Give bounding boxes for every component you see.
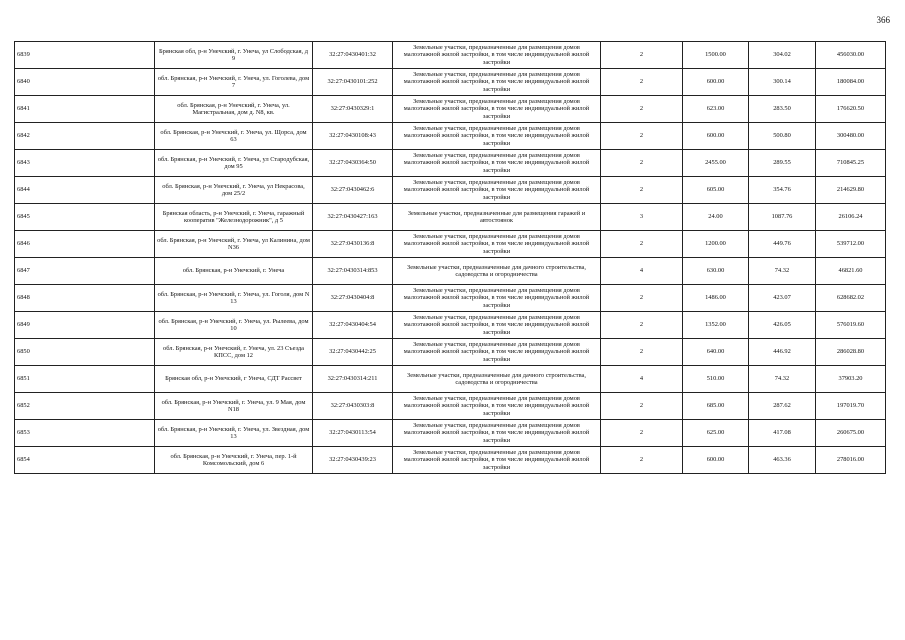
group-cell: 2 (601, 177, 683, 204)
specific-value-cell: 304.02 (749, 42, 816, 69)
specific-value-cell: 1087.76 (749, 204, 816, 231)
group-cell: 4 (601, 366, 683, 393)
cadastral-value-cell: 286028.80 (816, 339, 886, 366)
specific-value-cell: 417.08 (749, 420, 816, 447)
cadastral-number-cell: 32:27:0430427:163 (313, 204, 393, 231)
area-cell: 623.00 (683, 96, 749, 123)
specific-value-cell: 283.50 (749, 96, 816, 123)
cadastral-number-cell: 32:27:0430108:43 (313, 123, 393, 150)
land-use-cell: Земельные участки, предназначенные для размещения домов малоэтажной жилой застройки, в том числе индивидуальной жилой застройки (393, 123, 601, 150)
row-number-cell: 6848 (15, 285, 155, 312)
land-use-cell: Земельные участки, предназначенные для размещения домов малоэтажной жилой застройки, в том числе индивидуальной жилой застройки (393, 231, 601, 258)
group-cell: 2 (601, 42, 683, 69)
row-number-cell: 6841 (15, 96, 155, 123)
address-cell: обл. Брянская, р-н Унечский, г. Унеча, ул. Магистральная, дом д. N8, кв. (155, 96, 313, 123)
group-cell: 2 (601, 312, 683, 339)
cadastral-value-cell: 260675.00 (816, 420, 886, 447)
cadastral-number-cell: 32:27:0430314:853 (313, 258, 393, 285)
cadastral-value-cell: 300480.00 (816, 123, 886, 150)
cadastral-value-cell: 46821.60 (816, 258, 886, 285)
address-cell: обл. Брянская, р-н Унечский, г. Унеча, ул. 23 Съезда КПСС, дом 12 (155, 339, 313, 366)
table-row (15, 420, 886, 447)
table-row (15, 123, 886, 150)
area-cell: 640.00 (683, 339, 749, 366)
table-row (15, 447, 886, 474)
land-use-cell: Земельные участки, предназначенные для дачного строительства, садоводства и огородничества (393, 366, 601, 393)
specific-value-cell: 354.76 (749, 177, 816, 204)
specific-value-cell: 500.80 (749, 123, 816, 150)
address-cell: обл. Брянская, р-н Унечский, г. Унеча, ул. Звездная, дом 13 (155, 420, 313, 447)
table-row (15, 339, 886, 366)
specific-value-cell: 74.32 (749, 366, 816, 393)
cadastral-number-cell: 32:27:0430442:25 (313, 339, 393, 366)
land-use-cell: Земельные участки, предназначенные для размещения домов малоэтажной жилой застройки, в том числе индивидуальной жилой застройки (393, 339, 601, 366)
cadastral-value-cell: 628682.02 (816, 285, 886, 312)
row-number-cell: 6849 (15, 312, 155, 339)
table-row (15, 150, 886, 177)
cadastral-number-cell: 32:27:0430314:211 (313, 366, 393, 393)
cadastral-number-cell: 32:27:0430329:1 (313, 96, 393, 123)
cadastral-value-cell: 37903.20 (816, 366, 886, 393)
row-number-cell: 6840 (15, 69, 155, 96)
address-cell: Брянская область, р-н Унечский, г. Унеча, гаражный кооператив "Железнодорожник", д 5 (155, 204, 313, 231)
address-cell: Брянская обл, р-н Унечский, г. Унеча, ул Слободская, д 9 (155, 42, 313, 69)
cadastral-value-cell: 710845.25 (816, 150, 886, 177)
cadastral-value-cell: 539712.00 (816, 231, 886, 258)
row-number-cell: 6846 (15, 231, 155, 258)
cadastral-value-cell: 26106.24 (816, 204, 886, 231)
area-cell: 625.00 (683, 420, 749, 447)
address-cell: Брянская обл, р-н Унечский, г Унеча, СДТ Рассвет (155, 366, 313, 393)
area-cell: 1500.00 (683, 42, 749, 69)
land-use-cell: Земельные участки, предназначенные для размещения домов малоэтажной жилой застройки, в том числе индивидуальной жилой застройки (393, 96, 601, 123)
cadastral-value-cell: 197019.70 (816, 393, 886, 420)
land-registry-table (14, 41, 886, 474)
land-use-cell: Земельные участки, предназначенные для размещения домов малоэтажной жилой застройки, в том числе индивидуальной жилой застройки (393, 150, 601, 177)
specific-value-cell: 74.32 (749, 258, 816, 285)
group-cell: 2 (601, 123, 683, 150)
land-use-cell: Земельные участки, предназначенные для дачного строительства, садоводства и огородничества (393, 258, 601, 285)
land-use-cell: Земельные участки, предназначенные для размещения домов малоэтажной жилой застройки, в том числе индивидуальной жилой застройки (393, 69, 601, 96)
area-cell: 510.00 (683, 366, 749, 393)
row-number-cell: 6854 (15, 447, 155, 474)
row-number-cell: 6845 (15, 204, 155, 231)
specific-value-cell: 449.76 (749, 231, 816, 258)
land-use-cell: Земельные участки, предназначенные для размещения домов малоэтажной жилой застройки, в том числе индивидуальной жилой застройки (393, 420, 601, 447)
specific-value-cell: 423.07 (749, 285, 816, 312)
area-cell: 605.00 (683, 177, 749, 204)
area-cell: 600.00 (683, 447, 749, 474)
address-cell: обл. Брянская, р-н Унечский, г. Унеча, ул. Гоголя, дом N 13 (155, 285, 313, 312)
row-number-cell: 6843 (15, 150, 155, 177)
specific-value-cell: 287.62 (749, 393, 816, 420)
table-row (15, 69, 886, 96)
row-number-cell: 6844 (15, 177, 155, 204)
cadastral-number-cell: 32:27:0430462:6 (313, 177, 393, 204)
cadastral-number-cell: 32:27:0430113:54 (313, 420, 393, 447)
specific-value-cell: 289.55 (749, 150, 816, 177)
page-number: 366 (876, 15, 890, 25)
table-row (15, 204, 886, 231)
row-number-cell: 6850 (15, 339, 155, 366)
area-cell: 600.00 (683, 123, 749, 150)
cadastral-value-cell: 456030.00 (816, 42, 886, 69)
specific-value-cell: 463.36 (749, 447, 816, 474)
table-row (15, 258, 886, 285)
land-use-cell: Земельные участки, предназначенные для размещения гаражей и автостоянок (393, 204, 601, 231)
specific-value-cell: 446.92 (749, 339, 816, 366)
land-use-cell: Земельные участки, предназначенные для размещения домов малоэтажной жилой застройки, в том числе индивидуальной жилой застройки (393, 42, 601, 69)
group-cell: 2 (601, 69, 683, 96)
cadastral-number-cell: 32:27:0430439:23 (313, 447, 393, 474)
group-cell: 2 (601, 285, 683, 312)
group-cell: 2 (601, 393, 683, 420)
area-cell: 24.00 (683, 204, 749, 231)
cadastral-value-cell: 278016.00 (816, 447, 886, 474)
address-cell: обл. Брянская, р-н Унечский, г. Унеча, пер. 1-й Комсомольский, дом 6 (155, 447, 313, 474)
table-row (15, 393, 886, 420)
table-row (15, 312, 886, 339)
address-cell: обл. Брянская, р-н Унечский, г. Унеча, ул. 9 Мая, дом N18 (155, 393, 313, 420)
area-cell: 630.00 (683, 258, 749, 285)
cadastral-value-cell: 176620.50 (816, 96, 886, 123)
cadastral-number-cell: 32:27:0430404:54 (313, 312, 393, 339)
cadastral-value-cell: 180084.00 (816, 69, 886, 96)
address-cell: обл. Брянская, р-н Унечский, г. Унеча, ул. Гоголева, дом 7 (155, 69, 313, 96)
row-number-cell: 6851 (15, 366, 155, 393)
table-row (15, 96, 886, 123)
area-cell: 1200.00 (683, 231, 749, 258)
table-row (15, 366, 886, 393)
group-cell: 3 (601, 204, 683, 231)
group-cell: 2 (601, 231, 683, 258)
group-cell: 2 (601, 447, 683, 474)
table-body (15, 42, 886, 474)
row-number-cell: 6842 (15, 123, 155, 150)
cadastral-value-cell: 576019.60 (816, 312, 886, 339)
row-number-cell: 6852 (15, 393, 155, 420)
cadastral-number-cell: 32:27:0430364:50 (313, 150, 393, 177)
group-cell: 2 (601, 150, 683, 177)
row-number-cell: 6853 (15, 420, 155, 447)
address-cell: обл. Брянская, р-н Унечский, г. Унеча (155, 258, 313, 285)
table-row (15, 177, 886, 204)
land-use-cell: Земельные участки, предназначенные для размещения домов малоэтажной жилой застройки, в том числе индивидуальной жилой застройки (393, 393, 601, 420)
table-row (15, 285, 886, 312)
cadastral-value-cell: 214629.80 (816, 177, 886, 204)
area-cell: 600.00 (683, 69, 749, 96)
land-use-cell: Земельные участки, предназначенные для размещения домов малоэтажной жилой застройки, в том числе индивидуальной жилой застройки (393, 312, 601, 339)
address-cell: обл. Брянская, р-н Унечский, г. Унеча, ул Некрасова, дом 25/2 (155, 177, 313, 204)
table-row (15, 42, 886, 69)
land-use-cell: Земельные участки, предназначенные для размещения домов малоэтажной жилой застройки, в том числе индивидуальной жилой застройки (393, 177, 601, 204)
cadastral-number-cell: 32:27:0430136:8 (313, 231, 393, 258)
cadastral-number-cell: 32:27:0430303:8 (313, 393, 393, 420)
specific-value-cell: 300.14 (749, 69, 816, 96)
area-cell: 2455.00 (683, 150, 749, 177)
cadastral-number-cell: 32:27:0430101:252 (313, 69, 393, 96)
row-number-cell: 6847 (15, 258, 155, 285)
address-cell: обл. Брянская, р-н Унечский, г. Унеча, ул Стародубская, дом 95 (155, 150, 313, 177)
area-cell: 685.00 (683, 393, 749, 420)
address-cell: обл. Брянская, р-н Унечский, г. Унеча, ул. Щорса, дом 63 (155, 123, 313, 150)
area-cell: 1352.00 (683, 312, 749, 339)
table-row (15, 231, 886, 258)
land-use-cell: Земельные участки, предназначенные для размещения домов малоэтажной жилой застройки, в том числе индивидуальной жилой застройки (393, 285, 601, 312)
group-cell: 4 (601, 258, 683, 285)
cadastral-number-cell: 32:27:0430401:32 (313, 42, 393, 69)
area-cell: 1486.00 (683, 285, 749, 312)
specific-value-cell: 426.05 (749, 312, 816, 339)
row-number-cell: 6839 (15, 42, 155, 69)
land-use-cell: Земельные участки, предназначенные для размещения домов малоэтажной жилой застройки, в том числе индивидуальной жилой застройки (393, 447, 601, 474)
address-cell: обл. Брянская, р-н Унечский, г. Унеча, ул. Рылеева, дом 10 (155, 312, 313, 339)
group-cell: 2 (601, 339, 683, 366)
group-cell: 2 (601, 96, 683, 123)
address-cell: обл. Брянская, р-н Унечский, г. Унеча, ул Калинина, дом N36 (155, 231, 313, 258)
cadastral-number-cell: 32:27:0430404:8 (313, 285, 393, 312)
group-cell: 2 (601, 420, 683, 447)
